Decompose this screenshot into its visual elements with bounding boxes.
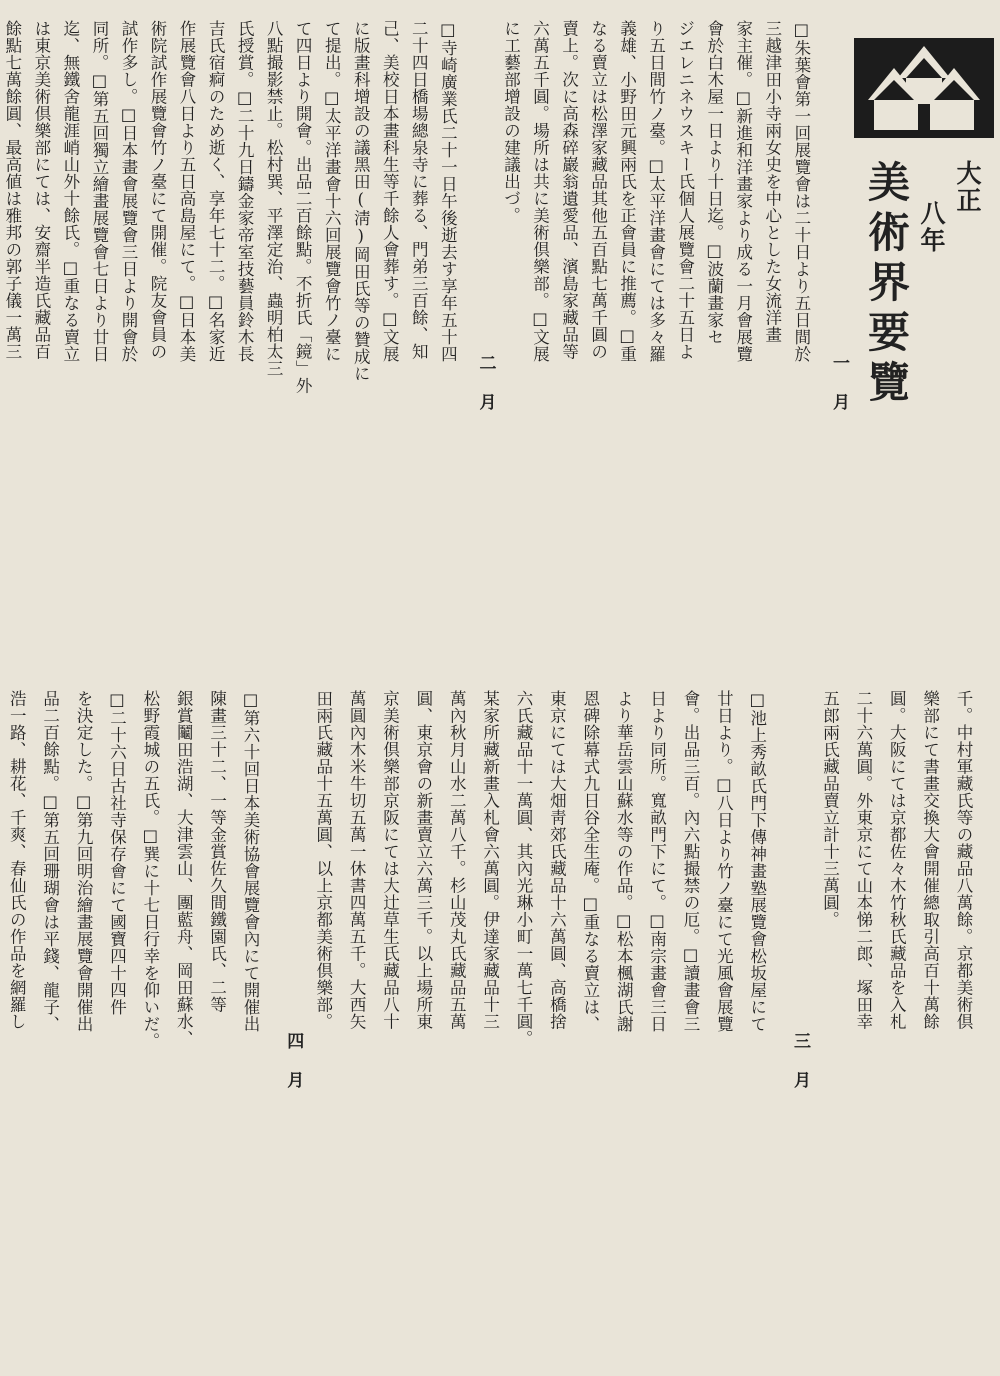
text-column: 六氏藏品十一萬圓、其內光琳小町一萬七千圓。 [514,690,534,1047]
text-column: て四日より開會。出品二百餘點。不折氏「鏡」外 [293,20,313,394]
text-column: 品二百餘點。□第五回珊瑚會は平錢、龍子、 [40,690,60,1033]
text-column: 家主催。□新進和洋畫家より成る一月會展覽 [733,20,753,363]
text-column: 京美術倶樂部京阪にては大辻草生氏藏品八十 [380,690,400,1030]
text-column: は東京美術倶樂部にては、安齋半造氏藏品百 [31,20,51,360]
text-column: 氏授賞。□二十九日鑄金家帝室技藝員鈴木長 [235,20,255,363]
title-text [862,160,982,410]
text-column: 圓。大阪にては京都佐々木竹秋氏藏品を入札 [887,690,907,1030]
text-column: □池上秀畝氏門下傳神畫塾展覽會松坂屋にて [747,690,767,1033]
text-column: 五郎兩氏藏品賣立計十三萬圓。 [820,690,840,928]
text-column: 廿日より。□八日より竹ノ臺にて光風會展覽 [714,690,734,1033]
text-column: 陳畫三十二、一等金賞佐久間鐵園氏、二等 [207,690,227,1013]
text-column: に版畫科增設の議黑田(淸)岡田氏等の贊成に [351,20,371,382]
text-column: 田兩氏藏品十五萬圓、以上京都美術倶樂部。 [313,690,333,1030]
text-column: ジエレニネウスキー氏個人展覽會二十五日よ [675,20,695,360]
text-column: り五日間竹ノ臺。□太平洋畫會にては多々羅 [646,20,666,363]
building-logo-icon [854,38,994,138]
text-column: 義雄、小野田元興兩氏を正會員に推薦。□重 [617,20,637,363]
text-column: より華岳雲山蘇水等の作品。□松本楓湖氏謝 [614,690,634,1033]
text-column: 恩碑除幕式九日谷全生庵。□重なる賣立は、 [580,690,600,1033]
title-block [852,20,980,660]
text-column: 圓、東京會の新畫賣立六萬三千。以上場所東 [413,690,433,1030]
text-column: 日より同所。寬畝門下にて。□南宗畫會三日 [647,690,667,1033]
text-column: を決定した。□第九回明治繪畫展覽會開催出 [74,690,94,1033]
text-column: 浩一路、耕花、千爽、春仙氏の作品を網羅し [7,690,27,1030]
text-column: 會於白木屋一日より十日迄。□波蘭畫家セ [704,20,724,346]
text-column: 六萬五千圓。場所は共に美術倶樂部。□文展 [530,20,550,363]
text-column: て提出。□太平洋畫會十六回展覽會竹ノ臺に [322,20,342,363]
text-column: に工藝部增設の建議出づ。 [501,20,521,224]
text-column: 吉氏宿痾のため逝く、享年七十二。□名家近 [206,20,226,363]
text-column: 同所。□第五回獨立繪畫展覽會七日より廿日 [89,20,109,363]
text-column: □二十六日古社寺保存會にて國寶四十四件 [107,690,127,1016]
text-column: 銀賞鬮田浩湖、大津雲山、團藍舟、岡田蘇水、 [174,690,194,1047]
text-column: 術院試作展覽會竹ノ臺にて開催。院友會員の [148,20,168,360]
month-heading-jan: 一月 [828,354,849,432]
text-column: 二十六萬圓。外東京にて山本悌二郎、塚田幸 [853,690,873,1030]
text-column: 松野霞城の五氏。□巽に十七日行幸を仰いだ。 [140,690,160,1050]
text-column: □第六十回日本美術協會展覽會內にて開催出 [241,690,261,1033]
text-column: 餘點七萬餘圓、最高値は雅邦の郭子儀一萬三 [2,20,22,360]
lower-tier [0,690,1000,1356]
text-column: 某家所藏新畫入札會六萬圓。伊達家藏品十三 [480,690,500,1030]
text-column: 會。出品三百。內六點撮禁の厄。□讀畫會三 [680,690,700,1033]
text-column: 試作多し。□日本畫會展覽會三日より開會於 [118,20,138,363]
text-column: 二十四日橋場總泉寺に葬る、門弟三百餘、知 [409,20,429,360]
upper-tier [0,20,1000,670]
page-title: 美術界要覽 [861,160,911,410]
text-column: □朱葉會第一回展覽會は二十日より五日間於 [791,20,811,363]
text-column: 迄、無鐵舍龍涯峭山外十餘氏。□重なる賣立 [60,20,80,363]
title-era: 大正 [952,160,982,214]
month-heading-feb: 二月 [475,354,496,432]
text-column: 賣上。次に高森碎巖翁遺愛品、濱島家藏品等 [559,20,579,360]
text-column: なる賣立は松澤家藏品其他五百點七萬千圓の [588,20,608,360]
text-column: 作展覽會八日より五日高島屋にて。□日本美 [177,20,197,363]
text-column: □寺崎廣業氏二十一日午後逝去す享年五十四 [438,20,458,363]
text-column: 萬圓內木米牛切五萬一休書四萬五千。大西矢 [347,690,367,1030]
text-column: 東京にては大畑靑郊氏藏品十六萬圓、高橋捨 [547,690,567,1030]
text-column: 千。中村軍藏氏等の藏品八萬餘。京都美術倶 [954,690,973,1030]
text-column: 八點撮影禁止。松村巽、平澤定治、蟲明柏太三 [264,20,284,377]
text-column: 萬內秋月山水二萬八千。杉山茂丸氏藏品五萬 [447,690,467,1030]
month-heading-mar: 三月 [790,1032,811,1110]
month-heading-apr: 四月 [283,1032,304,1110]
title-year: 八年 [916,200,946,254]
text-column: 三越津田小寺兩女史を中心とした女流洋畫 [762,20,782,343]
text-column: 己、美校日本畫科生等千餘人會葬す。□文展 [380,20,400,363]
text-column: 樂部にて書畫交換大會開催總取引高百十萬餘 [920,690,940,1030]
